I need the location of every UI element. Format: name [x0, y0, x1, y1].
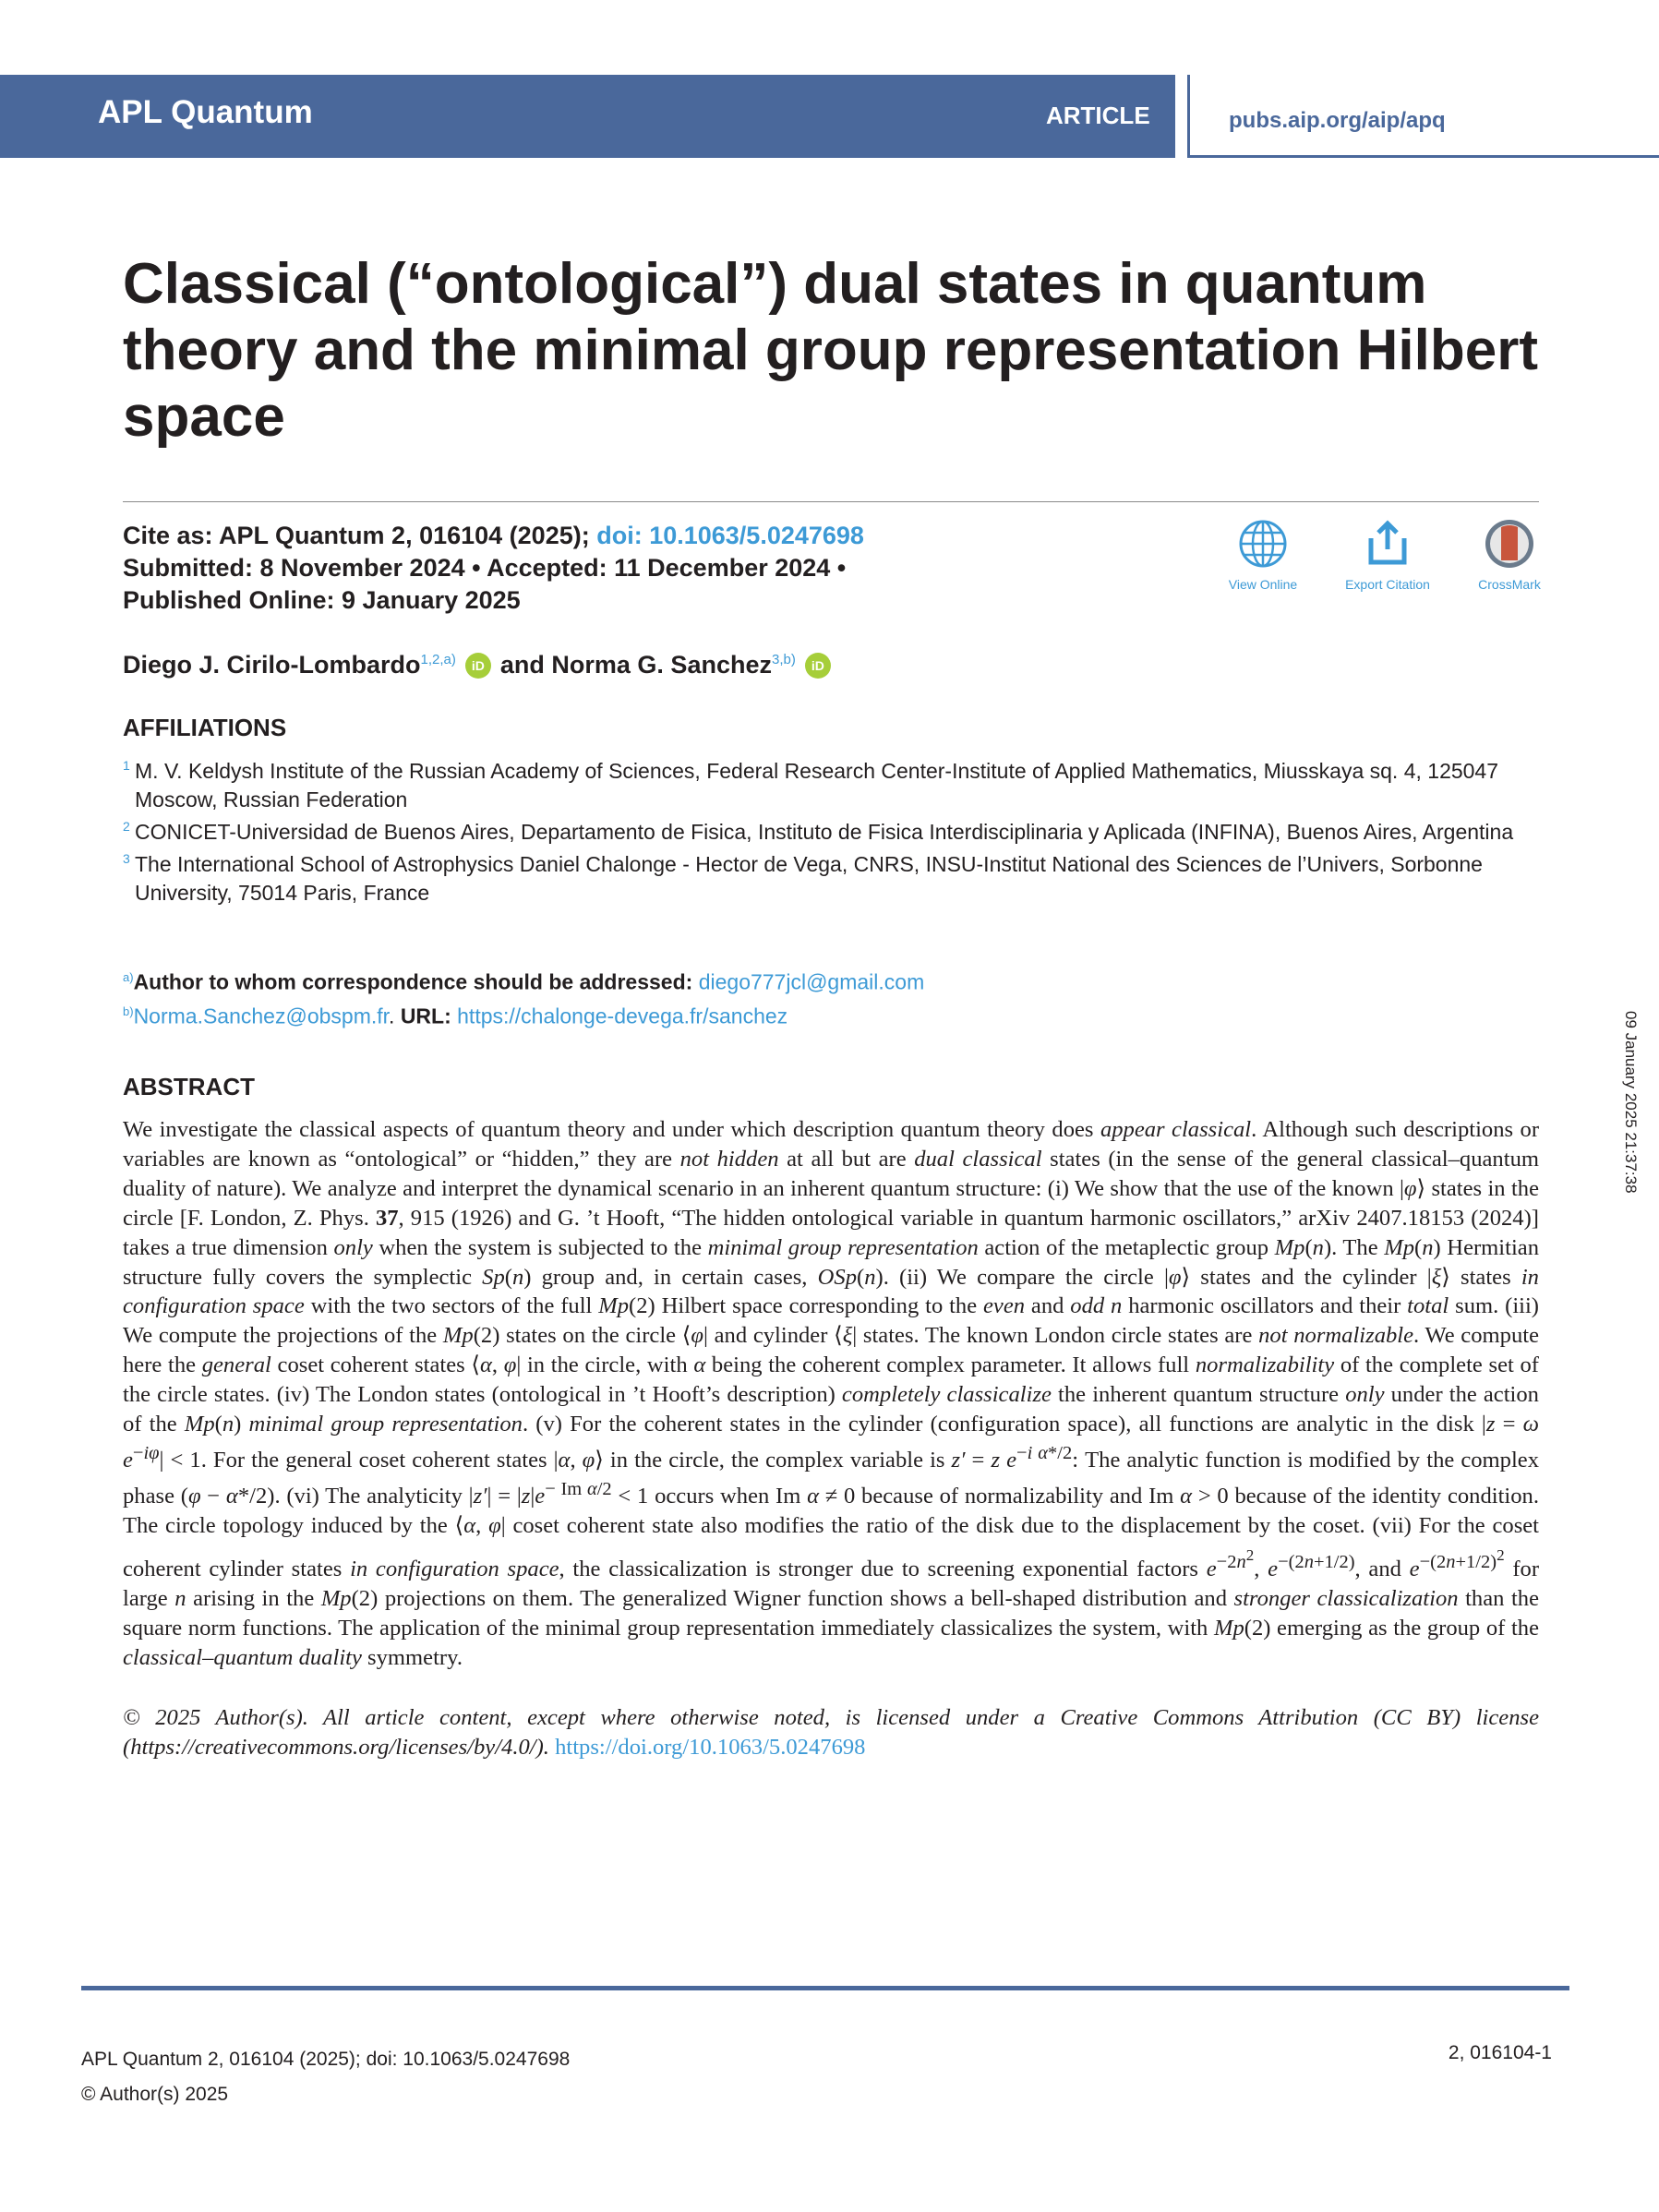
article-doi-link[interactable]: https://doi.org/10.1063/5.0247698: [555, 1734, 866, 1760]
export-icon: [1362, 518, 1413, 570]
globe-icon: [1237, 518, 1289, 570]
export-citation-button[interactable]: [1337, 518, 1438, 592]
abstract-heading: ABSTRACT: [123, 1073, 255, 1100]
orcid-icon[interactable]: iD: [805, 653, 831, 679]
cite-line: [123, 520, 864, 552]
affiliations-list: [123, 757, 1563, 911]
journal-url-link[interactable]: pubs.aip.org/aip/apq: [1229, 108, 1446, 133]
author-name: Diego J. Cirilo-Lombardo: [123, 651, 421, 679]
cite-prefix: Cite as: APL Quantum: [123, 522, 392, 549]
license-text: © 2025 Author(s). All article content, except where otherwise noted, is licensed under a Creative Commons Attribution (CC BY) license (https://creativecommons.org/licenses/by/4.0/).: [123, 1705, 1539, 1760]
article-type-label: ARTICLE: [1046, 102, 1150, 129]
affiliation-item: [123, 850, 1563, 908]
email-link[interactable]: diego777jcl@gmail.com: [698, 969, 925, 994]
author-name: Norma G. Sanchez: [551, 651, 772, 679]
correspondence-line-b: [123, 997, 924, 1031]
export-citation-label: Export Citation: [1345, 577, 1430, 592]
correspondence-block: [123, 963, 924, 1030]
affiliation-item: [123, 818, 1563, 847]
date-stamp-text: 09 January 2025 21:37:38: [1622, 1011, 1640, 1194]
author-affiliation-marks: 3,b): [771, 652, 796, 667]
title-divider: [123, 501, 1539, 502]
correspondence-line-a: [123, 963, 924, 997]
footer-citation-block: [81, 2042, 570, 2112]
footer-rule: [81, 1986, 1569, 1990]
affiliation-number: 2: [123, 819, 130, 834]
license-statement: [123, 1703, 1539, 1762]
footnote-mark: b): [123, 1004, 134, 1018]
crossmark-label: CrossMark: [1478, 577, 1541, 592]
orcid-icon[interactable]: iD: [465, 653, 491, 679]
affiliation-item: [123, 757, 1563, 814]
affiliation-text: M. V. Keldysh Institute of the Russian Academy of Sciences, Federal Research Center-Institute of Applied Mathematics, Miusskaya sq. 4, 125047 Moscow, Russian Federation: [135, 759, 1499, 811]
homepage-link[interactable]: https://chalonge-devega.fr/sanchez: [457, 1004, 788, 1028]
submitted-line: Submitted: 8 November 2024 • Accepted: 11 December 2024 •: [123, 554, 847, 582]
journal-name: APL Quantum: [98, 94, 313, 130]
view-online-label: View Online: [1228, 577, 1298, 592]
crossmark-icon: [1484, 518, 1535, 570]
header-divider: [1187, 75, 1190, 158]
cite-volume: 2: [391, 522, 406, 549]
url-label: URL:: [400, 1004, 458, 1028]
crossmark-button[interactable]: [1459, 518, 1560, 592]
correspondence-label: Author to whom correspondence should be addressed:: [133, 969, 699, 994]
header-underline: [1187, 155, 1659, 158]
author-affiliation-marks: 1,2,a): [420, 652, 456, 667]
article-title: Classical (“ontological”) dual states in quantum theory and the minimal group representation Hilbert space: [123, 252, 1538, 449]
author-connector: and: [499, 651, 545, 679]
view-online-button[interactable]: [1212, 518, 1314, 592]
download-date-stamp: [1619, 1011, 1647, 1288]
email-link[interactable]: Norma.Sanchez@obspm.fr: [133, 1004, 390, 1028]
doi-link[interactable]: doi: 10.1063/5.0247698: [596, 522, 864, 549]
author-list: [123, 651, 840, 679]
footer-copyright: © Author(s) 2025: [81, 2084, 229, 2105]
footnote-mark: a): [123, 970, 134, 984]
affiliation-number: 3: [123, 851, 130, 866]
affiliation-number: 1: [123, 758, 130, 773]
affiliation-text: The International School of Astrophysics Daniel Chalonge - Hector de Vega, CNRS, INSU-Institut National des Sciences de l’Univers, Sorbonne University, 75014 Paris, France: [135, 852, 1483, 905]
page-number: 2, 016104-1: [1448, 2042, 1552, 2063]
separator: .: [389, 1004, 401, 1028]
abstract-body: We investigate the classical aspects of quantum theory and under which description quantum theory does appear classical. Although such descriptions or variables are known as “ontological” or “hidden,” they are not hidden at all but are dual classical states (in the sense of the general classical–quantum duality of nature). We analyze and interpret the dynamical scenario in an inherent quantum structure: (i) We show that the use of the known |φ⟩ states in the circle [F. London, Z. Phys. 37, 915 (1926) and G. ’t Hooft, “The hidden ontological variable in quantum harmonic oscillators,” arXiv 2407.18153 (2024)] takes a true dimension only when the system is subjected to the minimal group representation action of the metaplectic group Mp(n). The Mp(n) Hermitian structure fully covers the symplectic Sp(n) group and, in certain cases, OSp(n). (ii) We compare the circle |φ⟩ states and the cylinder |ξ⟩ states in configuration space with the two sectors of the full Mp(2) Hilbert space corresponding to the even and odd n harmonic oscillators and their total sum. (iii) We compute the projections of the Mp(2) states on the circle ⟨φ| and cylinder ⟨ξ| states. The known London circle states are not normalizable. We compute here the general coset coherent states ⟨α, φ| in the circle, with α being the coherent complex parameter. It allows full normalizability of the complete set of the circle states. (iv) The London states (ontological in ’t Hooft’s description) completely classicalize the inherent quantum structure only under the action of the Mp(n) minimal group representation. (v) For the coherent states in the cylinder (configuration space), all functions are analytic in the disk |z = ω $e^{-i\varphi}| < 1$. For the general coset coherent states |α, φ⟩ in the circle, the complex variable is z′ = z $e^{-i \alpha*/2}$: The analytic function is modified by the complex phase (φ − α*/2). (vi) The analyticity $|z'| = |z|e^{- Im \alpha/2} < 1$ occurs when Im α ≠ 0 because of normalizability and Im α > 0 because of the identity condition. The circle topology induced by the ⟨α, φ| coset coherent state also modifies the ratio of the disk due to the displacement by the coset. (vii) For the coset coherent cylinder states in configuration space, the classicalization is stronger due to screening exponential factors $e^{-2n^2}$, $e^{-(2n+1/2)}$, and $e^{-(2n+1/2)^2}$ for large n arising in the Mp(2) projections on them. The generalized Wigner function shows a bell-shaped distribution and stronger classicalization than the square norm functions. The application of the minimal group representation immediately classicalizes the system, with Mp(2) emerging as the group of the classical–quantum duality symmetry.: [123, 1117, 1540, 1670]
cite-rest: , 016104 (2025);: [405, 522, 597, 549]
citation-block: [123, 520, 864, 617]
footer-citation: APL Quantum 2, 016104 (2025); doi: 10.1063/5.0247698: [81, 2049, 571, 2070]
affiliation-text: CONICET-Universidad de Buenos Aires, Departamento de Fisica, Instituto de Fisica Interdisciplinaria y Aplicada (INFINA), Buenos Aires, Argentina: [135, 820, 1514, 844]
affiliations-heading: AFFILIATIONS: [123, 714, 287, 741]
published-line: Published Online: 9 January 2025: [123, 586, 521, 614]
